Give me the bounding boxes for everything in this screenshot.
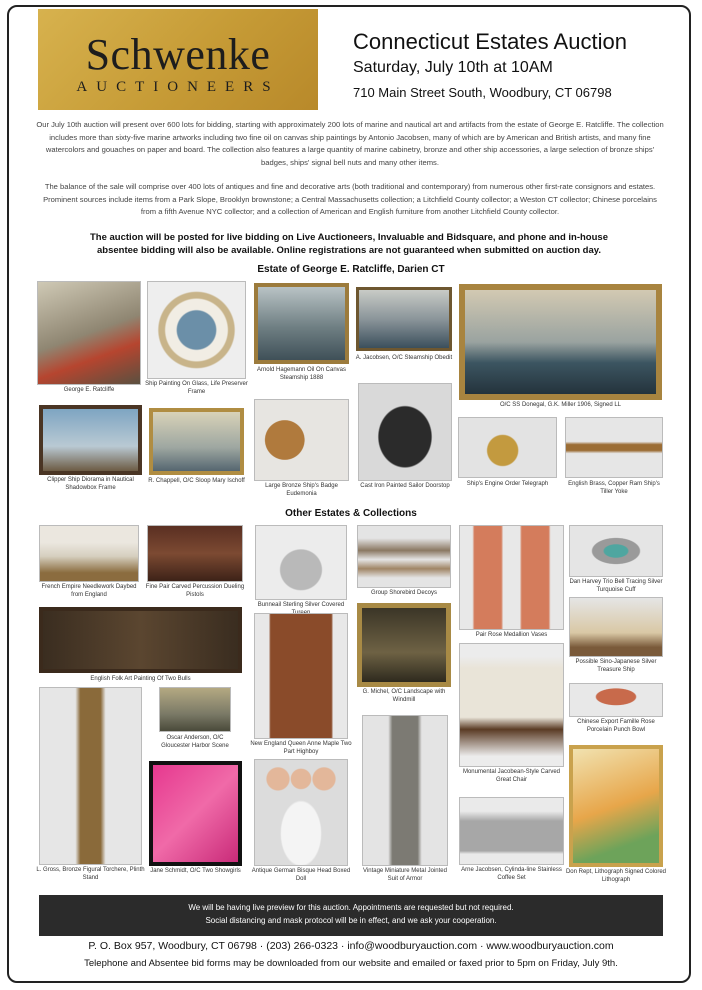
lot-photo	[459, 797, 564, 865]
lot-caption: Large Bronze Ship's Badge Eudemonia	[265, 483, 338, 497]
auction-address: 710 Main Street South, Woodbury, CT 06798	[353, 85, 612, 100]
lot-photo	[565, 417, 663, 478]
lot-photo	[149, 761, 242, 866]
lot-caption: Arnold Hagemann Oil On Canvas Steamship 1888	[256, 367, 347, 381]
lot-photo	[159, 687, 231, 732]
lot-photo	[356, 287, 452, 351]
auction-date: Saturday, July 10th at 10AM	[353, 59, 553, 76]
lot-photo	[459, 284, 662, 400]
lot-photo	[569, 597, 663, 657]
lot-caption: Ship Painting On Glass, Life Preserver Frame	[145, 381, 248, 395]
lot-caption: Oscar Anderson, O/C Gloucester Harbor Scene	[161, 735, 229, 749]
lot-caption: French Empire Needlework Daybed from England	[41, 584, 137, 598]
lot-photo	[254, 759, 348, 866]
lot-photo	[254, 399, 349, 481]
lot-caption: Dan Harvey Trio Bell Tracing Silver Turquoise Cuff	[569, 579, 663, 593]
lot-caption: Group Shorebird Decoys	[370, 590, 438, 596]
lot-caption: Chinese Export Famille Rose Porcelain Punch Bowl	[577, 719, 655, 733]
lot-caption: English Folk Art Painting Of Two Bulls	[90, 676, 191, 682]
lot-photo	[39, 525, 139, 582]
lot-photo	[254, 613, 348, 739]
lot-caption: Ship's Engine Order Telegraph	[466, 481, 549, 487]
lot-photo	[255, 525, 347, 600]
lot-caption: Antique German Bisque Head Boxed Doll	[251, 868, 351, 882]
lot-photo	[39, 405, 142, 475]
lot-photo	[357, 525, 451, 588]
preview-notice-line-2: Social distancing and mask protocol will be in effect, and we ask your cooperation.	[205, 916, 497, 925]
lot-caption: Monumental Jacobean-Style Carved Great Chair	[462, 769, 561, 783]
lot-caption: Vintage Miniature Metal Jointed Suit of Armor	[363, 868, 447, 882]
lot-photo	[458, 417, 557, 478]
lot-photo	[569, 745, 663, 867]
logo-subtitle: AUCTIONEERS	[76, 79, 280, 95]
section-title-other: Other Estates & Collections	[285, 508, 417, 519]
lot-caption: R. Chappell, O/C Sloop Mary Ischoff	[148, 478, 245, 484]
lot-caption: O/C SS Donegal, G.K. Miller 1906, Signed LL	[499, 402, 622, 408]
lot-photo	[358, 383, 452, 481]
lot-caption: Cast Iron Painted Sailor Doorstop	[360, 483, 450, 489]
preview-notice-line-1: We will be having live preview for this auction. Appointments are requested but not required.	[188, 903, 514, 912]
lot-photo	[37, 281, 141, 385]
lot-photo	[147, 525, 243, 582]
lot-photo	[362, 715, 448, 866]
lot-photo	[569, 525, 663, 577]
lot-photo	[357, 603, 451, 687]
intro-paragraph-2: The balance of the sale will comprise over 400 lots of antiques and fine and decorative arts (both traditional and contemporary) from numerous other first-rate consignors and estates. Prominent sources include items from a Park Slope, Brooklyn brownstone; a Central Massachusetts collection; a Litchfield County collector; a Weston CT collector; Chinese porcelains from a fifth Avenue NYC collector; and a collection of American and English furniture from another Litchfield County collector.	[43, 182, 657, 216]
lot-photo	[254, 283, 349, 364]
flyer-frame	[7, 5, 691, 983]
lot-caption: Pair Rose Medallion Vases	[475, 632, 548, 638]
lot-caption: Don Rept, Lithograph Signed Colored Lithograph	[565, 869, 667, 883]
lot-caption: Possible Sino-Japanese Silver Treasure Ship	[575, 659, 657, 673]
lot-photo	[39, 687, 142, 865]
bidding-notice: The auction will be posted for live bidding on Live Auctioneers, Invaluable and Bidsquare, and phone and in-house absentee bidding will also be available. Online registrations are not guaranteed when submitted on auction day.	[90, 232, 608, 256]
lot-caption: Clipper Ship Diorama in Nautical Shadowbox Frame	[47, 477, 134, 491]
lot-caption: G. Michel, O/C Landscape with Windmill	[362, 689, 446, 703]
lot-caption: English Brass, Copper Ram Ship's Tiller Yoke	[568, 481, 660, 495]
lot-photo	[149, 408, 244, 475]
lot-photo	[459, 643, 564, 767]
lot-caption: Fine Pair Carved Percussion Dueling Pistols	[145, 584, 245, 598]
lot-caption: Jane Schmidt, O/C Two Showgirls	[150, 868, 241, 874]
lot-caption: A. Jacobsen, O/C Steamship Obedit	[355, 355, 453, 361]
lot-photo	[39, 607, 242, 673]
lot-caption: Bunneail Sterling Silver Covered	[257, 602, 345, 608]
lot-caption: L. Gross, Bronze Figural Torchere, Plinth Stand	[36, 867, 145, 881]
lot-caption: New England Queen Anne Maple Two Part Highboy	[250, 741, 352, 755]
auction-title: Connecticut Estates Auction	[353, 29, 627, 54]
lot-photo	[147, 281, 246, 379]
lot-photo	[569, 683, 663, 717]
logo-name: Schwenke	[85, 30, 271, 79]
lot-photo	[459, 525, 564, 630]
intro-paragraph-1: Our July 10th auction will present over 600 lots for bidding, starting with approximately 200 lots of marine and nautical art and artifacts from the estate of George E. Ratcliffe. The collection includes more than sixty-five marine artworks including two fine oil on canvas ship paintings by Antonio Jacobsen, many of which are by American and British artists, and many fine watercolors and gouaches on paper and board. The collection also features a large quantity of marine cabinetry, bronze and other ship accessories, a large selection of bronze ships' badges, ships' signal bell nuts and many other items.	[36, 120, 664, 167]
lot-caption: Arne Jacobsen, Cylinda-line Stainless Coffee Set	[461, 867, 562, 881]
section-title-estate: Estate of George E. Ratcliffe, Darien CT	[257, 264, 445, 275]
contact-info: P. O. Box 957, Woodbury, CT 06798 · (203) 266-0323 · info@woodburyauction.com · www.woodburyauction.com	[88, 940, 614, 952]
lot-caption: George E. Ratcliffe	[63, 387, 115, 393]
bid-forms-note: Telephone and Absentee bid forms may be downloaded from our website and emailed or faxed prior to 5pm on Friday, July 9th.	[84, 958, 618, 969]
company-logo	[38, 9, 318, 110]
preview-notice-bar	[39, 895, 663, 936]
